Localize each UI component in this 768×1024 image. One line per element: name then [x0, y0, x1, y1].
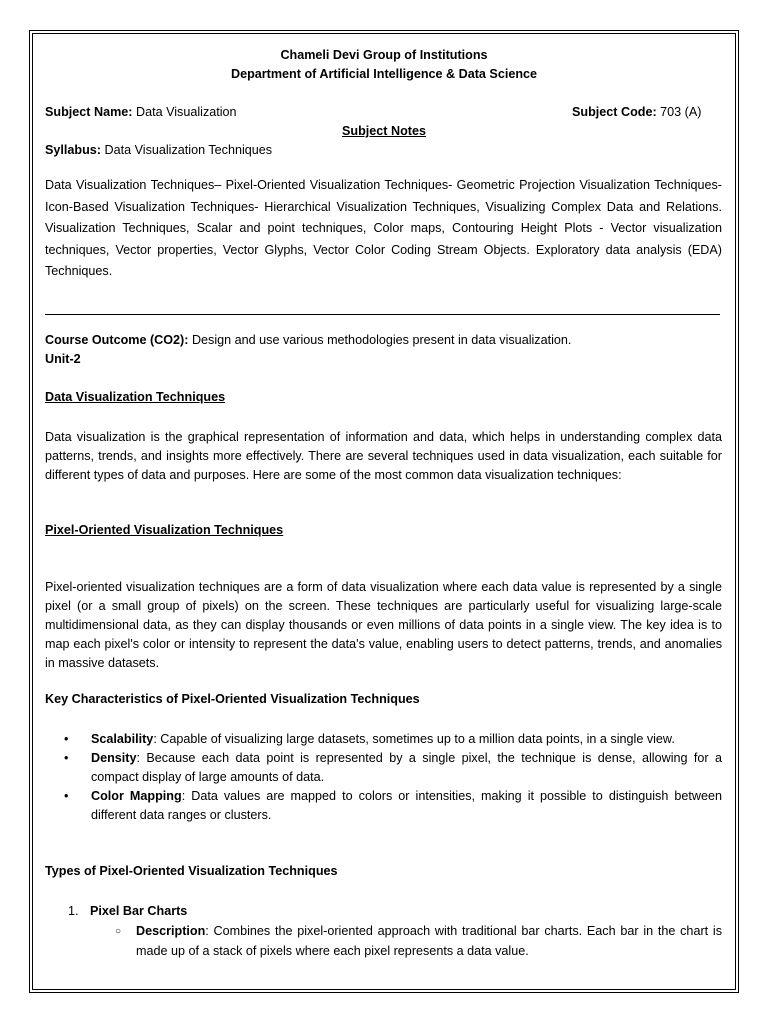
- types-heading: Types of Pixel-Oriented Visualization Techniques: [45, 864, 338, 878]
- list-item: [45, 787, 722, 825]
- key-characteristics-list: [45, 730, 722, 825]
- section-text-pixel-oriented: Pixel-oriented visualization techniques are a form of data visualization where each data value is represented by a single pixel (or a small group of pixels) on the screen. These techniques are particularly useful for visualizing large-scale multidimensional data, as they can display thousands or even millions of data points in a single view. The key idea is to map each pixel's color or intensity to represent the data's value, enabling users to detect patterns, trends, and anomalies in massive datasets.: [45, 580, 722, 670]
- list-item-term: Density: [91, 751, 137, 765]
- sub-list-item: [115, 922, 722, 961]
- bullet-icon: •: [64, 732, 69, 746]
- bullet-icon: •: [64, 751, 69, 765]
- item-number: 1.: [68, 904, 79, 918]
- list-item-text: : Capable of visualizing large datasets, sometimes up to a million data points, in a single view.: [153, 732, 675, 746]
- course-outcome-text: Design and use various methodologies present in data visualization.: [191, 333, 572, 347]
- syllabus-label: Syllabus:: [45, 143, 101, 157]
- list-item-term: Color Mapping: [91, 789, 182, 803]
- subject-code-value: 703 (A): [660, 105, 702, 119]
- list-item: [45, 749, 722, 787]
- course-outcome: [45, 333, 571, 347]
- numbered-item: [68, 904, 187, 918]
- sub-item-term: Description: [136, 924, 206, 938]
- list-item-term: Scalability: [91, 732, 154, 746]
- item-title: Pixel Bar Charts: [90, 904, 188, 918]
- section-heading-dv-techniques: Data Visualization Techniques: [45, 390, 226, 404]
- subject-name: [45, 105, 237, 119]
- separator-line: [45, 314, 720, 315]
- subject-name-value: Data Visualization: [135, 105, 237, 119]
- circle-bullet-icon: ○: [115, 926, 122, 937]
- department-name: Department of Artificial Intelligence & Data Science: [230, 67, 538, 81]
- syllabus-text: Data Visualization Techniques– Pixel-Oriented Visualization Techniques- Geometric Projection Visualization Techniques- Icon-Based Visualization Techniques- Hierarchical Visualization Techniques, Visualizing Complex Data and Relations. Visualization Techniques, Scalar and point techniques, Color maps, Contouring Height Plots - Vector visualization techniques, Vector properties, Vector Glyphs, Vector Color Coding Stream Objects. Exploratory data analysis (EDA) Techniques.: [45, 178, 722, 278]
- subject-code-label: Subject Code:: [572, 105, 657, 119]
- section-heading-pixel-oriented: Pixel-Oriented Visualization Techniques: [45, 523, 284, 537]
- subject-name-label: Subject Name:: [45, 105, 133, 119]
- key-characteristics-heading: Key Characteristics of Pixel-Oriented Visualization Techniques: [45, 692, 420, 706]
- sub-item-text: : Combines the pixel-oriented approach with traditional bar charts. Each bar in the chart is made up of a stack of pixels where each pixel represents a data value.: [136, 924, 722, 958]
- list-item-text: : Data values are mapped to colors or intensities, making it possible to distinguish between different data ranges or clusters.: [91, 789, 722, 822]
- notes-title: Subject Notes: [342, 124, 426, 138]
- unit-label: Unit-2: [45, 352, 81, 366]
- syllabus-value: Data Visualization Techniques: [104, 143, 273, 157]
- institution-name: Chameli Devi Group of Institutions: [280, 48, 488, 62]
- course-outcome-label: Course Outcome (CO2):: [45, 333, 189, 347]
- bullet-icon: •: [64, 789, 69, 803]
- section-text-dv-techniques: Data visualization is the graphical representation of information and data, which helps in understanding complex data patterns, trends, and insights more effectively. There are several techniques used in data visualization, each suitable for different types of data and purposes. Here are some of the most common data visualization techniques:: [45, 430, 722, 482]
- list-item: [45, 730, 722, 749]
- list-item-text: : Because each data point is represented by a single pixel, the technique is dense, allowing for a compact display of large amounts of data.: [91, 751, 722, 784]
- subject-code: [572, 105, 701, 119]
- syllabus-line: [45, 143, 272, 157]
